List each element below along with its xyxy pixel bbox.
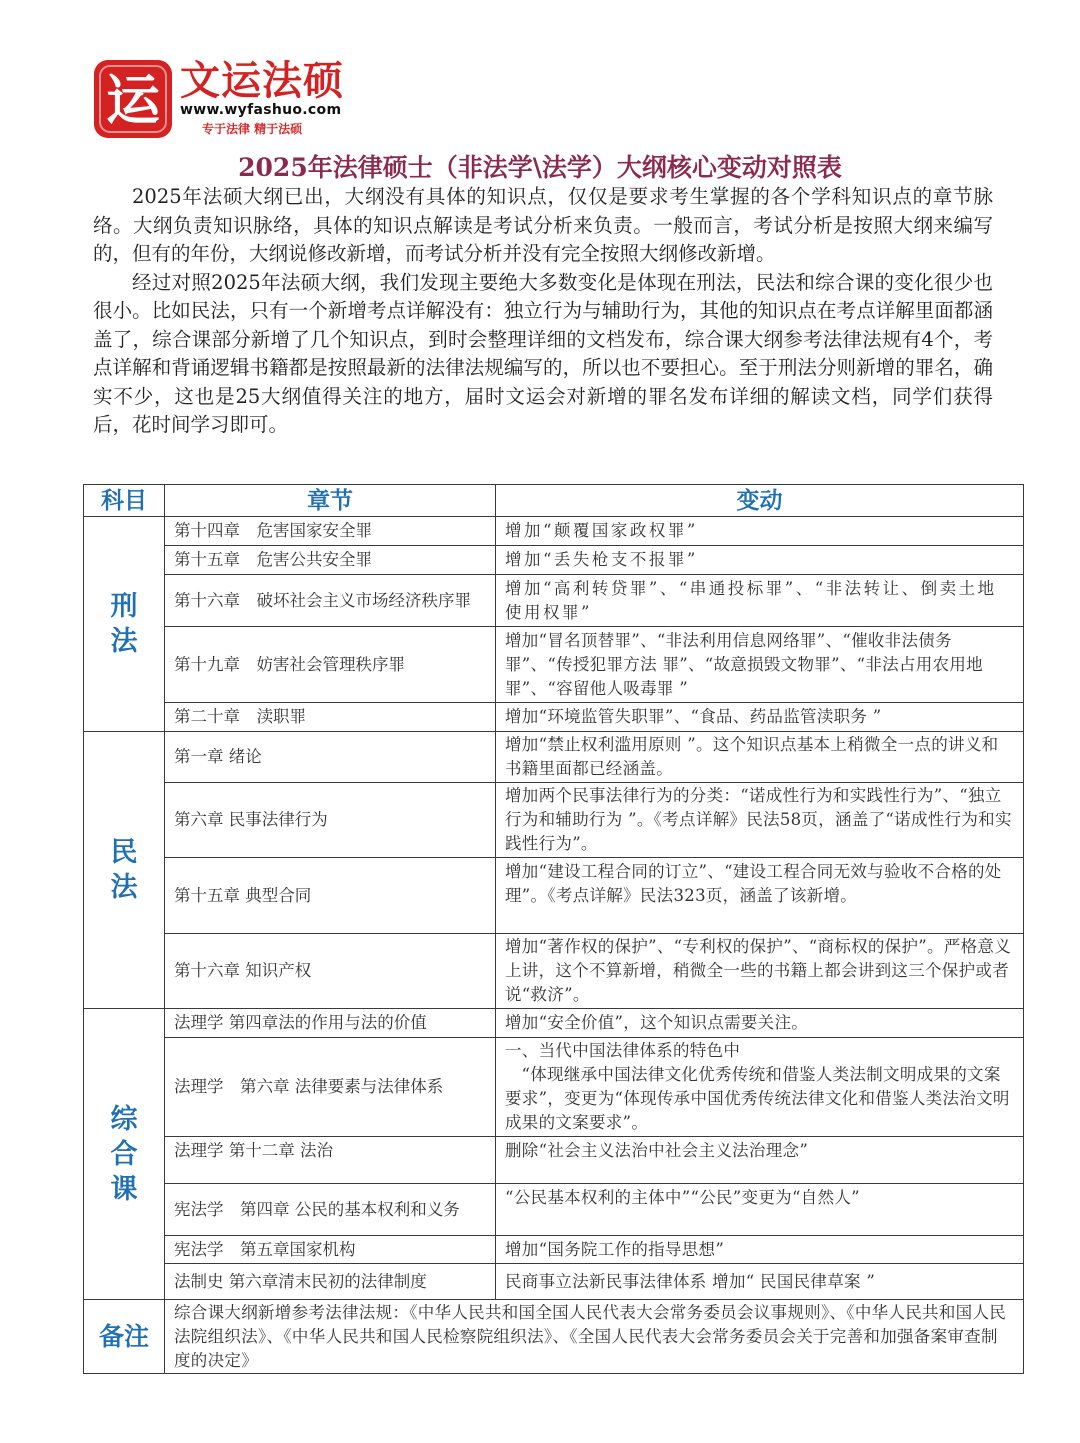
logo-glyph: 运 (106, 69, 160, 132)
chapter-cell: 宪法学 第四章 公民的基本权利和义务 (165, 1184, 496, 1236)
table-row (84, 1264, 1024, 1300)
brand-logo-icon (92, 58, 174, 140)
change-line: 一、当代中国法律体系的特色中 (505, 1041, 741, 1060)
change-cell: 增加“著作权的保护”、“专利权的保护”、“商标权的保护”。严格意义上讲，这个不算新增，稍微全一些的书籍上都会讲到这三个保护或者说“救济”。 (496, 934, 1024, 1009)
column-header-change: 变动 (496, 485, 1024, 517)
change-cell: “公民基本权利的主体中”“公民”变更为“自然人” (496, 1184, 1024, 1236)
change-cell: 增加“环境监管失职罪”、“食品、药品监管渎职务 ” (496, 703, 1024, 732)
document-title: 2025年法律硕士（非法学\法学）大纲核心变动对照表 (238, 153, 842, 182)
change-cell: 增加“建设工程合同的订立”、“建设工程合同无效与验收不合格的处理”。《考点详解》民法323页，涵盖了该新增。 (496, 858, 1024, 934)
chapter-cell: 第十五章 危害公共安全罪 (165, 546, 496, 575)
change-cell (496, 1038, 1024, 1137)
chapter-cell: 法理学 第四章法的作用与法的价值 (165, 1009, 496, 1038)
intro-paragraph: 2025年法硕大纲已出，大纲没有具体的知识点，仅仅是要求考生掌握的各个学科知识点的章节脉络。大纲负责知识脉络，具体的知识点解读是考试分析来负责。一般而言，考试分析是按照大纲来编写的，但有的年份，大纲说修改新增，而考试分析并没有完全按照大纲修改新增。 (93, 185, 993, 265)
subject-remarks: 备注 (84, 1300, 165, 1374)
change-cell: 增加“冒名顶替罪”、“非法利用信息网络罪”、“催收非法债务罪”、“传授犯罪方法 罪”、“故意损毁文物罪”、“非法占用农用地罪”、“容留他人吸毒罪 ” (496, 627, 1024, 703)
subject-comprehensive: 综 合 课 (84, 1009, 165, 1300)
chapter-cell: 第十五章 典型合同 (165, 858, 496, 934)
table-row (84, 703, 1024, 732)
chapter-cell: 第一章 绪论 (165, 732, 496, 783)
subject-civil-law: 民 法 (84, 732, 165, 1009)
table-row (84, 934, 1024, 1009)
table-row (84, 575, 1024, 627)
change-cell: 增加“禁止权利滥用原则 ”。这个知识点基本上稍微全一点的讲义和书籍里面都已经涵盖。 (496, 732, 1024, 783)
table-row (84, 1184, 1024, 1236)
change-cell: 民商事立法新民事法律体系 增加“ 民国民律草案 ” (496, 1264, 1024, 1300)
chapter-cell: 第六章 民事法律行为 (165, 783, 496, 858)
changes-table (83, 484, 1024, 1374)
chapter-cell: 第十四章 危害国家安全罪 (165, 517, 496, 546)
change-cell: 增加“高利转贷罪”、“串通投标罪”、“非法转让、倒卖土地使用权罪” (496, 575, 1024, 627)
table-row (84, 546, 1024, 575)
table-row (84, 783, 1024, 858)
chapter-cell: 法制史 第六章清末民初的法律制度 (165, 1264, 496, 1300)
subject-criminal-law: 刑 法 (84, 517, 165, 732)
change-line: “体现继承中国法律文化优秀传统和借鉴人类法制文明成果的文案要求”，变更为“体现传承中国优秀传统法律文化和借鉴人类法治文明成果的文案要求”。 (505, 1065, 1010, 1132)
table-row (84, 1137, 1024, 1184)
table-header-row (84, 485, 1024, 517)
change-cell: 增加“安全价值”，这个知识点需要关注。 (496, 1009, 1024, 1038)
brand-name: 文运法硕 (180, 58, 344, 104)
chapter-cell: 第十九章 妨害社会管理秩序罪 (165, 627, 496, 703)
brand-url: www.wyfashuo.com (180, 102, 342, 118)
table-row (84, 1038, 1024, 1137)
table-row (84, 858, 1024, 934)
table-row (84, 1009, 1024, 1038)
change-cell: 增加两个民事法律行为的分类：“诺成性行为和实践性行为”、“独立行为和辅助行为 ”。《考点详解》民法58页，涵盖了“诺成性行为和实践性行为”。 (496, 783, 1024, 858)
chapter-cell: 第二十章 渎职罪 (165, 703, 496, 732)
chapter-cell: 宪法学 第五章国家机构 (165, 1236, 496, 1264)
chapter-cell: 第十六章 知识产权 (165, 934, 496, 1009)
change-cell: 增加“颠覆国家政权罪” (496, 517, 1024, 546)
change-cell: 删除“社会主义法治中社会主义法治理念” (496, 1137, 1024, 1184)
table-row (84, 1236, 1024, 1264)
change-cell: 增加“国务院工作的指导思想” (496, 1236, 1024, 1264)
intro-paragraph: 经过对照2025年法硕大纲，我们发现主要绝大多数变化是体现在刑法，民法和综合课的变化很少也很小。比如民法，只有一个新增考点详解没有：独立行为与辅助行为，其他的知识点在考点详解里面都涵盖了，综合课部分新增了几个知识点，到时会整理详细的文档发布，综合课大纲参考法律法规有4个，考点详解和背诵逻辑书籍都是按照最新的法律法规编写的，所以也不要担心。至于刑法分则新增的罪名，确实不少，这也是25大纲值得关注的地方，届时文运会对新增的罪名发布详细的解读文档，同学们获得后，花时间学习即可。 (93, 270, 993, 436)
column-header-chapter: 章节 (165, 485, 496, 517)
table-row (84, 1300, 1024, 1374)
remarks-cell: 综合课大纲新增参考法律法规：《中华人民共和国全国人民代表大会常务委员会议事规则》、《中华人民共和国人民法院组织法》、《中华人民共和国人民检察院组织法》、《全国人民代表大会常务委员会关于完善和加强备案审查制度的决定》 (165, 1300, 1024, 1374)
brand-header (92, 58, 392, 143)
intro-text (93, 183, 993, 440)
table-row (84, 732, 1024, 783)
table-row (84, 517, 1024, 546)
chapter-cell: 第十六章 破坏社会主义市场经济秩序罪 (165, 575, 496, 627)
change-cell: 增加“丢失枪支不报罪” (496, 546, 1024, 575)
chapter-cell: 法理学 第十二章 法治 (165, 1137, 496, 1184)
chapter-cell: 法理学 第六章 法律要素与法律体系 (165, 1038, 496, 1137)
table-row (84, 627, 1024, 703)
brand-slogan: 专于法律 精于法硕 (202, 122, 303, 136)
column-header-subject: 科目 (84, 485, 165, 517)
